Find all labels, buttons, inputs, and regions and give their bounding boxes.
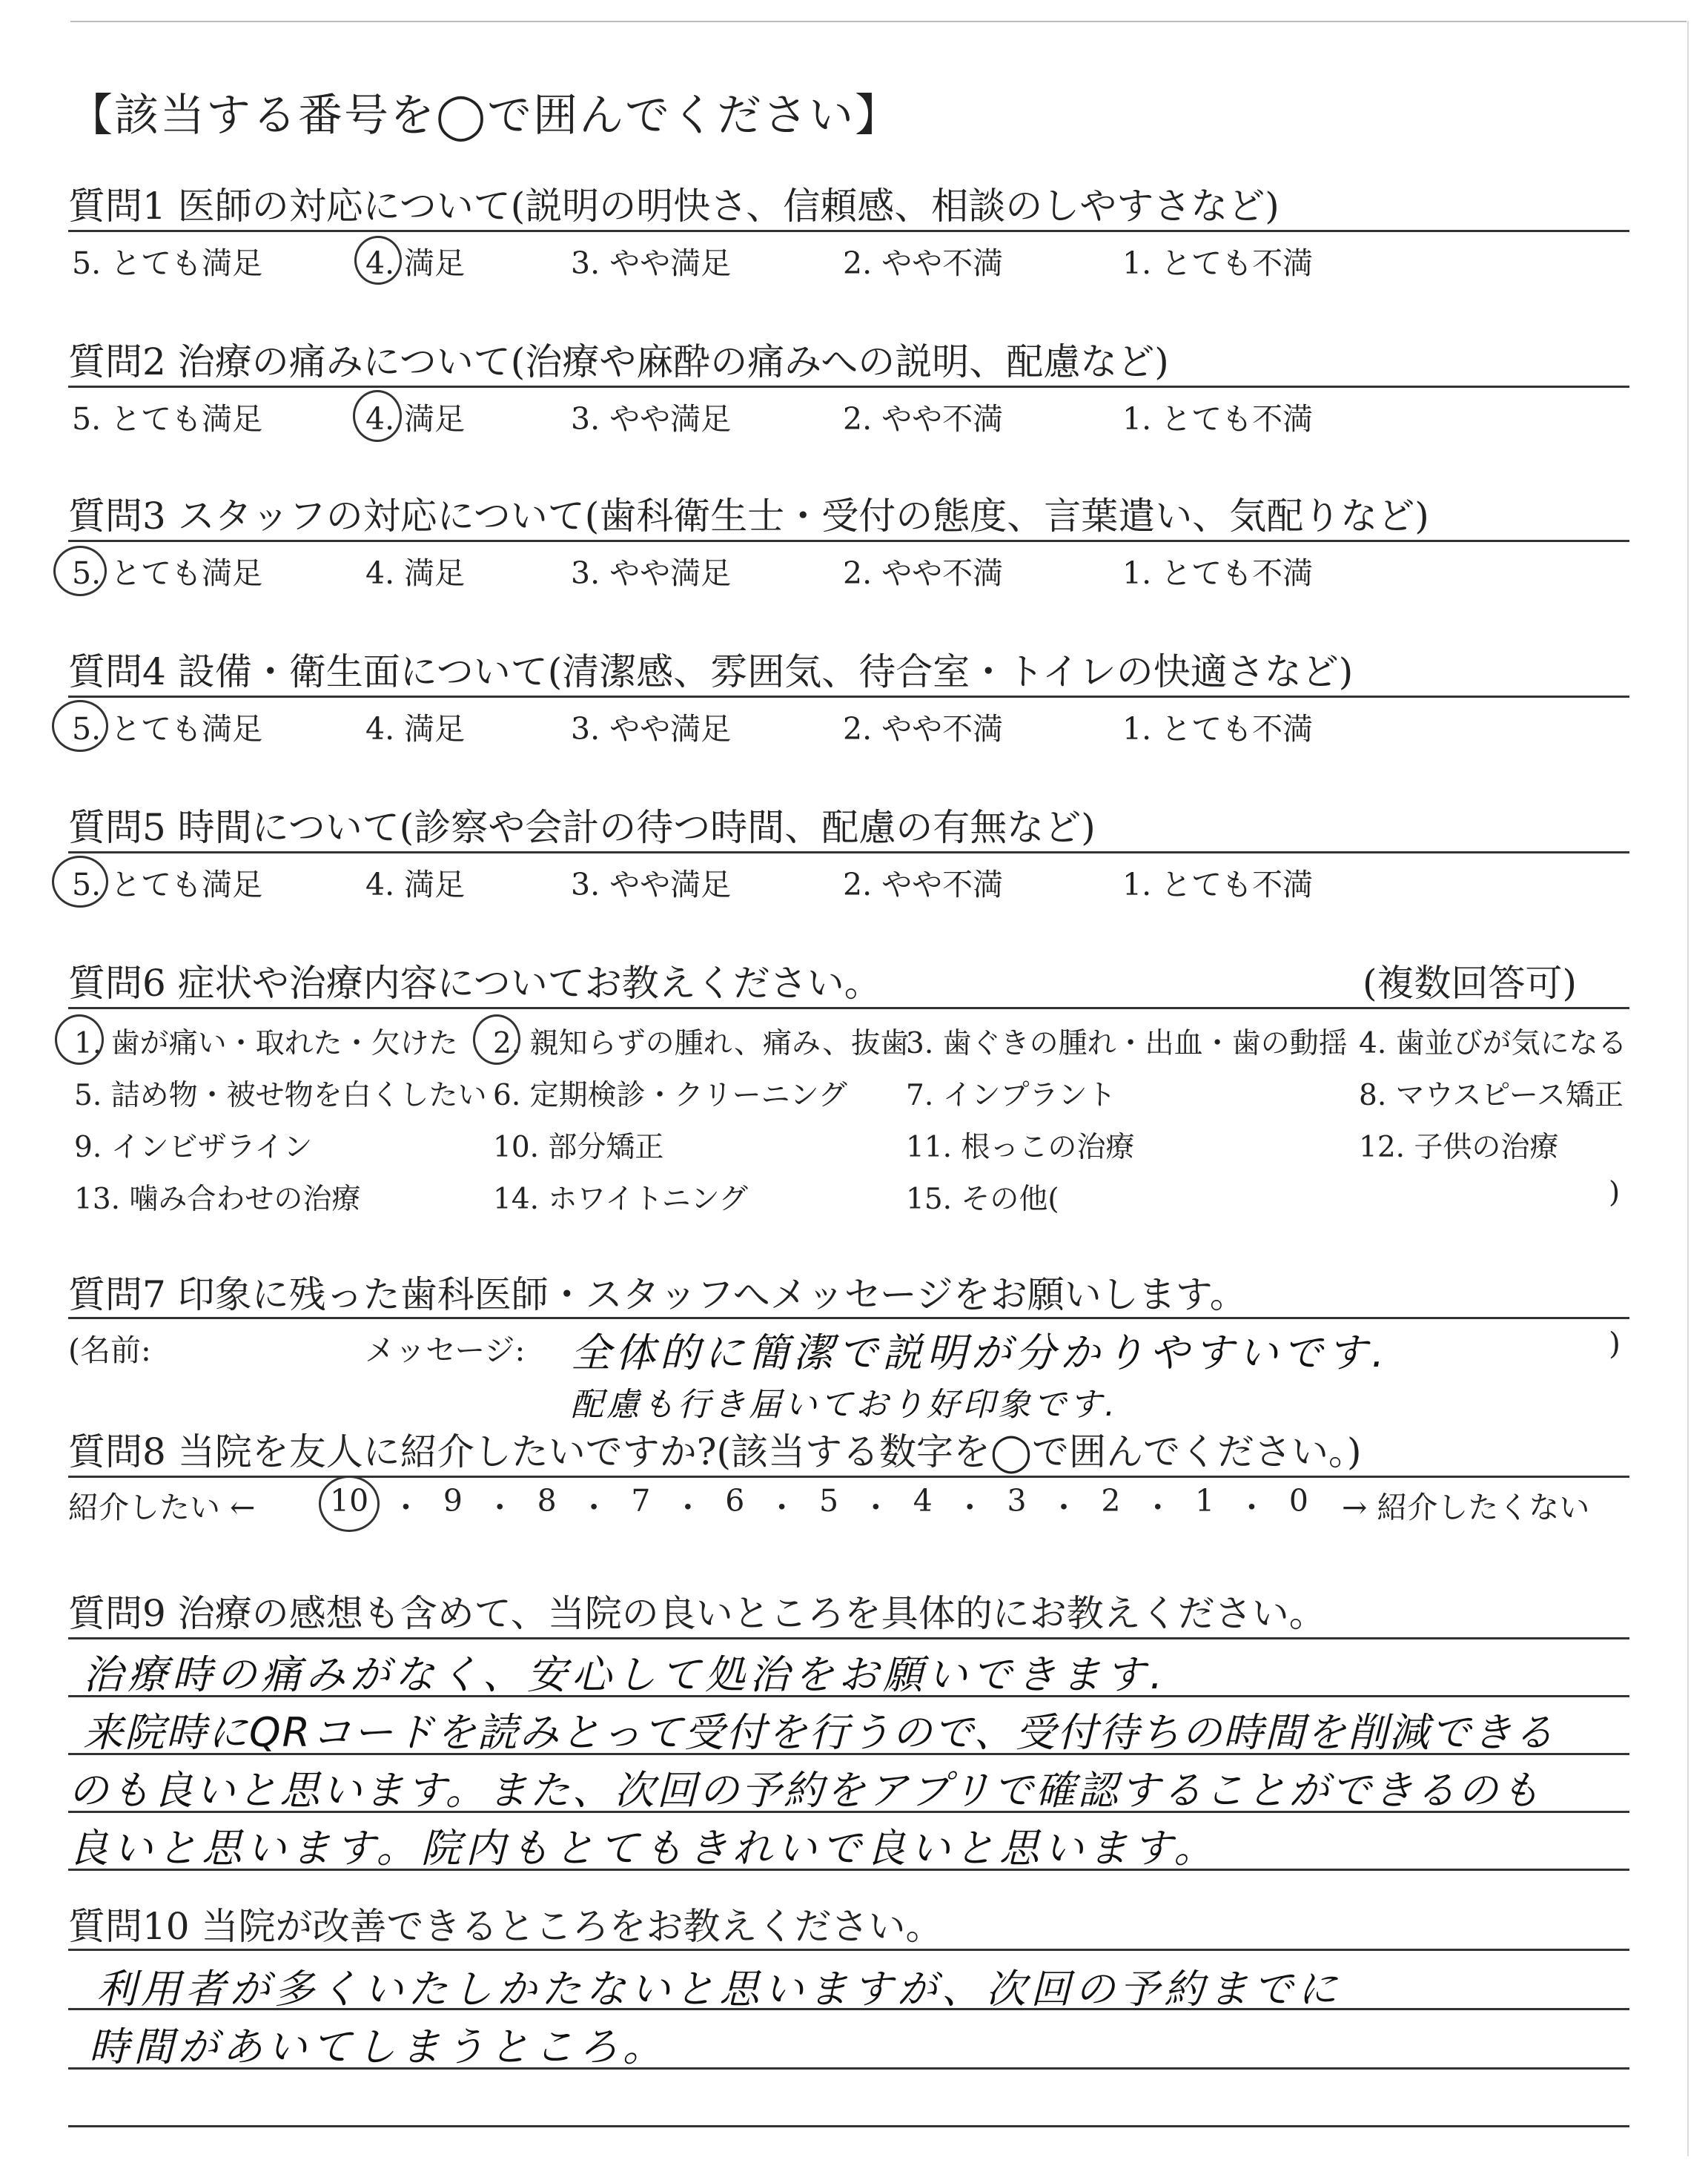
q9-answer-line-1[interactable]: 治療時の痛みがなく、安心して処治をお願いできます. — [83, 1651, 1168, 1698]
q3-label: 質問3 スタッフの対応について(歯科衛生士・受付の態度、言葉遣い、気配りなど) — [68, 495, 1429, 538]
q1-option-2[interactable]: 2. やや不満 — [843, 245, 1004, 281]
q7-label: 質問7 印象に残った歯科医師・スタッフへメッセージをお願いします。 — [68, 1273, 1247, 1316]
q1-rule — [68, 230, 1629, 232]
q8-score-9[interactable]: 9 — [443, 1483, 463, 1519]
q2-answer-circle — [353, 390, 402, 442]
q6-option-5[interactable]: 5. 詰め物・被せ物を白くしたい — [74, 1079, 487, 1112]
q4-option-4[interactable]: 4. 満足 — [365, 711, 466, 747]
q8-label: 質問8 当院を友人に紹介したいですか?(該当する数字を◯で囲んでください。) — [68, 1430, 1362, 1473]
q10-rule-1 — [68, 1949, 1629, 1951]
q10-label: 質問10 当院が改善できるところをお教えください。 — [68, 1905, 943, 1948]
q8-dot: ・ — [1048, 1490, 1079, 1525]
q5-answer-circle — [52, 856, 108, 908]
q6-option-7[interactable]: 7. インプラント — [906, 1079, 1116, 1112]
q8-score-5[interactable]: 5 — [818, 1483, 839, 1519]
q4-option-1[interactable]: 1. とても不満 — [1122, 711, 1314, 747]
q9-label: 質問9 治療の感想も含めて、当院の良いところを具体的にお教えください。 — [68, 1592, 1326, 1635]
q2-option-3[interactable]: 3. やや満足 — [571, 401, 732, 437]
q2-option-2[interactable]: 2. やや不満 — [843, 401, 1004, 437]
q8-dot: ・ — [672, 1490, 704, 1525]
q6-note: (複数回答可) — [1363, 962, 1578, 1005]
q9-rule-1 — [68, 1637, 1629, 1639]
q6-option-9[interactable]: 9. インビザライン — [74, 1131, 313, 1164]
q8-dot: ・ — [860, 1490, 891, 1525]
q2-option-4[interactable]: 4. 満足 — [365, 401, 466, 437]
q5-option-2[interactable]: 2. やや不満 — [843, 867, 1004, 902]
q8-score-1[interactable]: 1 — [1195, 1483, 1215, 1519]
q7-close-paren: ) — [1609, 1326, 1621, 1361]
q8-dot: ・ — [1142, 1490, 1174, 1525]
q8-score-4[interactable]: 4 — [913, 1483, 933, 1519]
page-border-right — [1687, 21, 1689, 2156]
q6-option-10[interactable]: 10. 部分矯正 — [493, 1131, 664, 1164]
q6-option-3[interactable]: 3. 歯ぐきの腫れ・出血・歯の動揺 — [906, 1027, 1348, 1060]
page-border-top — [70, 21, 1687, 22]
q5-rule — [68, 851, 1629, 853]
q2-rule — [68, 386, 1629, 388]
q8-score-7[interactable]: 7 — [631, 1483, 651, 1519]
q3-option-4[interactable]: 4. 満足 — [365, 555, 466, 591]
q6-option-11[interactable]: 11. 根っこの治療 — [906, 1131, 1135, 1164]
q3-option-2[interactable]: 2. やや不満 — [843, 555, 1004, 591]
q8-score-2[interactable]: 2 — [1101, 1483, 1121, 1519]
q2-option-5[interactable]: 5. とても満足 — [72, 401, 263, 437]
q5-option-4[interactable]: 4. 満足 — [365, 867, 466, 902]
q6-answer-circle-1 — [55, 1014, 104, 1065]
q7-message-line-1[interactable]: 全体的に簡潔で説明が分かりやすいです. — [571, 1330, 1389, 1376]
q6-option-4[interactable]: 4. 歯並びが気になる — [1359, 1027, 1627, 1060]
q4-answer-circle — [52, 700, 108, 752]
q5-option-5[interactable]: 5. とても満足 — [72, 867, 263, 902]
q10-rule-4 — [68, 2125, 1629, 2127]
q3-option-3[interactable]: 3. やや満足 — [571, 555, 732, 591]
q8-score-8[interactable]: 8 — [537, 1483, 557, 1519]
q7-name-label: (名前: — [68, 1332, 151, 1368]
q8-scale — [330, 1483, 1308, 1527]
q8-dot: ・ — [578, 1490, 609, 1525]
q8-score-0[interactable]: 0 — [1288, 1483, 1308, 1519]
q6-option-13[interactable]: 13. 噛み合わせの治療 — [74, 1183, 361, 1216]
q8-dot: ・ — [954, 1490, 985, 1525]
q6-option-14[interactable]: 14. ホワイトニング — [493, 1183, 748, 1216]
q9-answer-line-2[interactable]: 来院時にQRコードを読みとって受付を行うので、受付待ちの時間を削減できる — [83, 1709, 1555, 1756]
q1-option-5[interactable]: 5. とても満足 — [72, 245, 263, 281]
q8-dot: ・ — [1237, 1490, 1268, 1525]
q2-option-1[interactable]: 1. とても不満 — [1122, 401, 1314, 437]
q2-label: 質問2 治療の痛みについて(治療や麻酔の痛みへの説明、配慮など) — [68, 340, 1169, 383]
q9-answer-line-3[interactable]: のも良いと思います。また、次回の予約をアプリで確認することができるのも — [68, 1767, 1543, 1814]
q1-option-1[interactable]: 1. とても不満 — [1122, 245, 1314, 281]
q8-right-label: → 紹介したくない — [1342, 1490, 1590, 1525]
q8-rule — [68, 1476, 1629, 1478]
q7-rule — [68, 1317, 1629, 1319]
q3-option-5[interactable]: 5. とても満足 — [72, 555, 263, 591]
q1-option-4[interactable]: 4. 満足 — [365, 245, 466, 281]
q4-option-3[interactable]: 3. やや満足 — [571, 711, 732, 747]
q3-answer-circle — [53, 546, 107, 596]
q1-label: 質問1 医師の対応について(説明の明快さ、信頼感、相談のしやすさなど) — [68, 185, 1280, 228]
q6-label: 質問6 症状や治療内容についてお教えください。 — [68, 962, 881, 1005]
q6-option-2[interactable]: 2. 親知らずの腫れ、痛み、抜歯 — [493, 1027, 910, 1060]
q9-answer-line-4[interactable]: 良いと思います。院内もとてもきれいで良いと思います。 — [68, 1825, 1219, 1872]
q6-option-15[interactable]: 15. その他( — [906, 1183, 1059, 1216]
q10-answer-line-1[interactable]: 利用者が多くいたしかたないと思いますが、次回の予約までに — [96, 1966, 1342, 2012]
q4-option-5[interactable]: 5. とても満足 — [72, 711, 263, 747]
q6-answer-circle-2 — [473, 1014, 520, 1065]
q4-rule — [68, 696, 1629, 698]
form-title: 【該当する番号を◯で囲んでください】 — [68, 90, 901, 142]
q5-option-1[interactable]: 1. とても不満 — [1122, 867, 1314, 902]
q8-dot: ・ — [767, 1490, 798, 1525]
q10-answer-line-2[interactable]: 時間があいてしまうところ。 — [89, 2024, 667, 2070]
q8-score-10[interactable]: 10 — [330, 1483, 369, 1519]
q5-label: 質問5 時間について(診察や会計の待つ時間、配慮の有無など) — [68, 806, 1096, 849]
q6-option-1[interactable]: 1. 歯が痛い・取れた・欠けた — [74, 1027, 458, 1060]
q4-label: 質問4 設備・衛生面について(清潔感、雰囲気、待合室・トイレの快適さなど) — [68, 650, 1354, 693]
q3-rule — [68, 540, 1629, 542]
q3-option-1[interactable]: 1. とても不満 — [1122, 555, 1314, 591]
q1-answer-circle — [354, 236, 402, 285]
q5-option-3[interactable]: 3. やや満足 — [571, 867, 732, 902]
q1-option-3[interactable]: 3. やや満足 — [571, 245, 732, 281]
q8-answer-circle — [319, 1476, 380, 1532]
q8-score-6[interactable]: 6 — [725, 1483, 745, 1519]
q8-dot: ・ — [484, 1490, 515, 1525]
q8-dot: ・ — [391, 1490, 422, 1525]
q7-message-line-2[interactable]: 配慮も行き届いており好印象です. — [571, 1386, 1118, 1424]
q6-option-8[interactable]: 8. マウスピース矯正 — [1359, 1079, 1623, 1112]
q8-left-label: 紹介したい ← — [68, 1490, 256, 1525]
q7-message-label: メッセージ: — [365, 1332, 526, 1368]
q6-other-close-paren: ) — [1609, 1176, 1621, 1209]
q6-rule — [68, 1007, 1629, 1009]
q6-option-12[interactable]: 12. 子供の治療 — [1359, 1131, 1559, 1164]
q8-score-3[interactable]: 3 — [1007, 1483, 1027, 1519]
q6-option-6[interactable]: 6. 定期検診・クリーニング — [493, 1079, 847, 1112]
q4-option-2[interactable]: 2. やや不満 — [843, 711, 1004, 747]
